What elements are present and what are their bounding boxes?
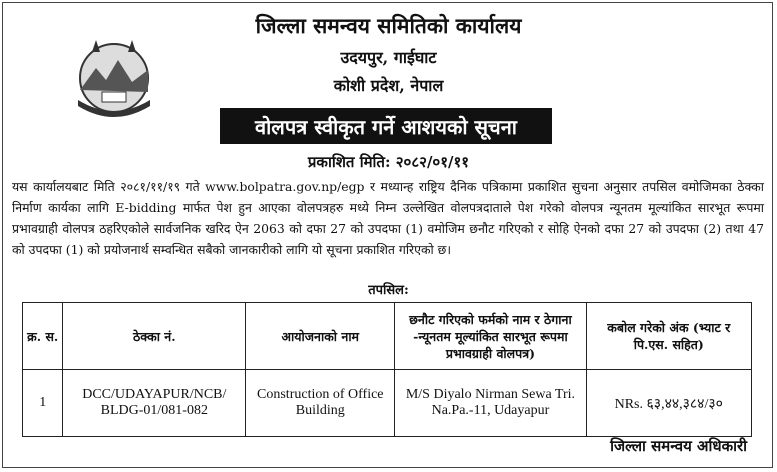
- cell-amount: NRs. ६३,४४,३८४/३०: [586, 370, 751, 437]
- cell-sn: 1: [23, 370, 63, 437]
- header-bidder: छनौट गरिएको फर्मको नाम र ठेगाना -न्यूनतम मूल्यांकित सारभूत रूपमा प्रभावग्राही वोलपत्र): [395, 303, 586, 370]
- cell-bidder: M/S Diyalo Nirman Sewa Tri. Na.Pa.-11, Udayapur: [395, 370, 586, 437]
- office-province: कोशी प्रदेश, नेपाल: [333, 76, 444, 95]
- cell-contract-no: DCC/UDAYAPUR/NCB/ BLDG-01/081-082: [63, 370, 246, 437]
- signature-title: जिल्ला समन्वय अधिकारी: [610, 437, 747, 455]
- office-name: जिल्ला समन्वय समितिको कार्यालय: [255, 13, 522, 38]
- bid-table: [22, 302, 752, 437]
- header-sn: क्र. स.: [23, 303, 63, 370]
- publish-date: प्रकाशित मिति: २०८२/०१/११: [307, 153, 470, 171]
- notice-paragraph: यस कार्यालयबाट मिति २०८१/११/१९ गते www.bolpatra.gov.np/egp र मध्यान्ह राष्ट्रिय दैनिक पत्रिकामा प्रकाशित सुचना अनुसार तपसिल वमोजिमका ठेक्का निर्माण कार्यका लागि E-bidding मार्फत पेश हुन आएका वोलपत्रहरु मध्ये निम्न उल्लेखित वोलपत्रदाताले पेश गरेको वोलपत्र न्यूनतम मूल्यांकित सारभूत रूपमा प्रभावग्राही वोलपत्र ठहरिएकोले सार्वजनिक खरिद ऐन 2063 को दफा 27 को उपदफा (1) वमोजिम छनौट गरिएको र सोहि ऐनको दफा 27 को उपदफा (2) तथा 47 को उपदफा (1) को प्रयोजनार्थ सम्वन्धित सबैको जानकारीको लागि यो सूचना प्रकाशित गरिएको छ।: [12, 179, 764, 257]
- tapsil-label: तपसिल:: [368, 283, 409, 298]
- table-row: [23, 370, 752, 437]
- cell-project: Construction of Office Building: [246, 370, 395, 437]
- header-amount: कबोल गरेको अंक (भ्याट र पि.एस. सहित): [586, 303, 751, 370]
- header-contract-no: ठेक्का नं.: [63, 303, 246, 370]
- table-header-row: [23, 303, 752, 370]
- header-project: आयोजनाको नाम: [246, 303, 395, 370]
- notice-title-banner: वोलपत्र स्वीकृत गर्ने आशयको सूचना: [220, 108, 552, 144]
- office-location: उदयपुर, गाईघाट: [340, 48, 437, 67]
